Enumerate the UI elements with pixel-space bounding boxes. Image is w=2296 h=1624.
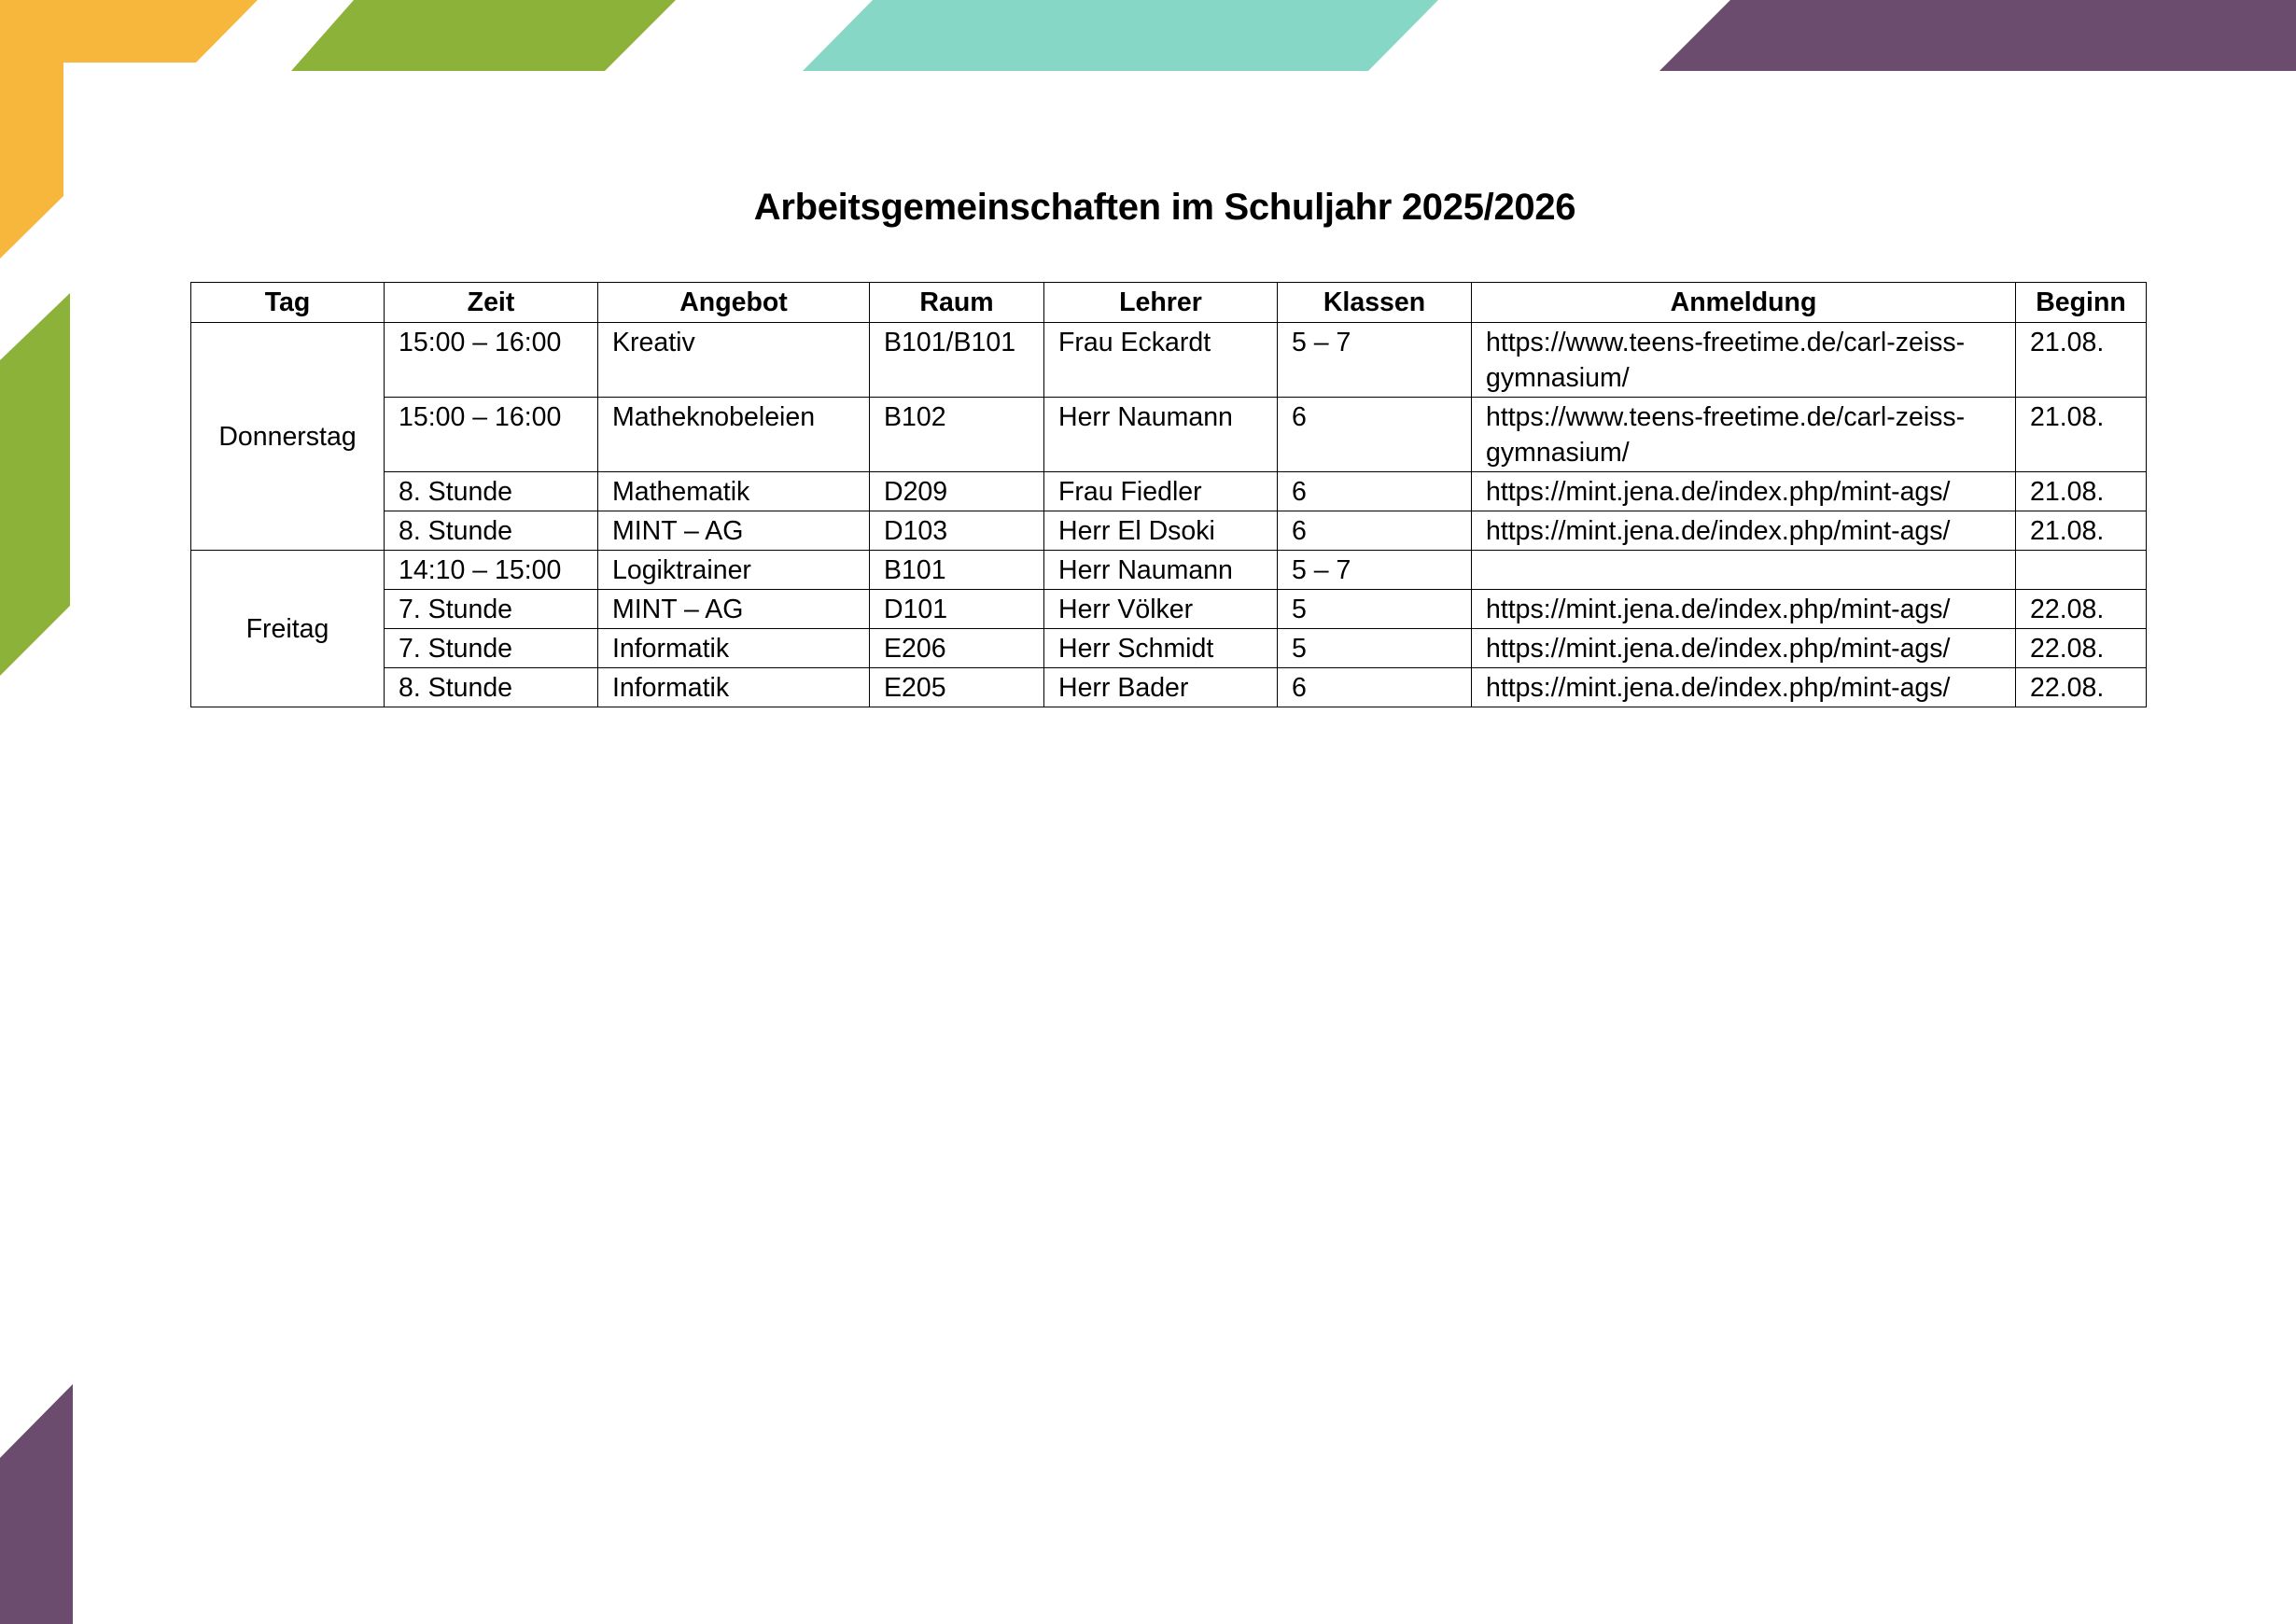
raum-cell: D103	[870, 511, 1044, 551]
zeit-cell: 7. Stunde	[385, 590, 598, 629]
purple-bottom-left-stripe	[0, 1384, 73, 1624]
lehrer-cell: Frau Eckardt	[1044, 323, 1278, 398]
header-lehrer: Lehrer	[1044, 283, 1278, 323]
lehrer-cell: Frau Fiedler	[1044, 472, 1278, 511]
anmeldung-link[interactable]: https://mint.jena.de/index.php/mint-ags/	[1472, 668, 2016, 707]
angebot-cell: Kreativ	[598, 323, 870, 398]
header-zeit: Zeit	[385, 283, 598, 323]
beginn-cell: 21.08.	[2016, 472, 2147, 511]
beginn-cell: 21.08.	[2016, 511, 2147, 551]
angebot-cell: MINT – AG	[598, 590, 870, 629]
header-raum: Raum	[870, 283, 1044, 323]
anmeldung-link[interactable]: https://www.teens-freetime.de/carl-zeiss-gymnasium/	[1472, 323, 2016, 398]
zeit-cell: 8. Stunde	[385, 511, 598, 551]
beginn-cell	[2016, 551, 2147, 590]
anmeldung-link[interactable]: https://mint.jena.de/index.php/mint-ags/	[1472, 472, 2016, 511]
table-row	[191, 472, 2147, 511]
table-row	[191, 668, 2147, 707]
header-beginn: Beginn	[2016, 283, 2147, 323]
teal-top-stripe	[803, 0, 1438, 71]
green-top-stripe	[291, 0, 676, 71]
beginn-cell: 21.08.	[2016, 398, 2147, 472]
angebot-cell: MINT – AG	[598, 511, 870, 551]
lehrer-cell: Herr Naumann	[1044, 398, 1278, 472]
raum-cell: D101	[870, 590, 1044, 629]
lehrer-cell: Herr Schmidt	[1044, 629, 1278, 668]
angebot-cell: Matheknobeleien	[598, 398, 870, 472]
beginn-cell: 21.08.	[2016, 323, 2147, 398]
day-cell-donnerstag: Donnerstag	[191, 323, 385, 551]
lehrer-cell: Herr Naumann	[1044, 551, 1278, 590]
zeit-cell: 15:00 – 16:00	[385, 398, 598, 472]
angebot-cell: Informatik	[598, 668, 870, 707]
beginn-cell: 22.08.	[2016, 590, 2147, 629]
table-row	[191, 511, 2147, 551]
zeit-cell: 14:10 – 15:00	[385, 551, 598, 590]
raum-cell: D209	[870, 472, 1044, 511]
raum-cell: E205	[870, 668, 1044, 707]
angebot-cell: Mathematik	[598, 472, 870, 511]
klassen-cell: 5	[1278, 590, 1472, 629]
anmeldung-link[interactable]: https://mint.jena.de/index.php/mint-ags/	[1472, 629, 2016, 668]
table-row	[191, 551, 2147, 590]
header-tag: Tag	[191, 283, 385, 323]
ag-schedule-table	[190, 282, 2147, 707]
klassen-cell: 6	[1278, 511, 1472, 551]
klassen-cell: 5 – 7	[1278, 551, 1472, 590]
page-title: Arbeitsgemeinschaften im Schuljahr 2025/2026	[753, 187, 1576, 228]
raum-cell: B102	[870, 398, 1044, 472]
beginn-cell: 22.08.	[2016, 629, 2147, 668]
zeit-cell: 8. Stunde	[385, 668, 598, 707]
zeit-cell: 15:00 – 16:00	[385, 323, 598, 398]
green-left-stripe	[0, 293, 70, 676]
anmeldung-cell	[1472, 551, 2016, 590]
klassen-cell: 6	[1278, 398, 1472, 472]
table-row	[191, 323, 2147, 398]
lehrer-cell: Herr Völker	[1044, 590, 1278, 629]
klassen-cell: 5 – 7	[1278, 323, 1472, 398]
lehrer-cell: Herr El Dsoki	[1044, 511, 1278, 551]
klassen-cell: 5	[1278, 629, 1472, 668]
purple-top-stripe	[1659, 0, 2296, 71]
zeit-cell: 7. Stunde	[385, 629, 598, 668]
anmeldung-link[interactable]: https://mint.jena.de/index.php/mint-ags/	[1472, 590, 2016, 629]
header-klassen: Klassen	[1278, 283, 1472, 323]
zeit-cell: 8. Stunde	[385, 472, 598, 511]
angebot-cell: Informatik	[598, 629, 870, 668]
lehrer-cell: Herr Bader	[1044, 668, 1278, 707]
anmeldung-link[interactable]: https://mint.jena.de/index.php/mint-ags/	[1472, 511, 2016, 551]
raum-cell: B101	[870, 551, 1044, 590]
header-angebot: Angebot	[598, 283, 870, 323]
raum-cell: B101/B101	[870, 323, 1044, 398]
table-row	[191, 398, 2147, 472]
header-anmeldung: Anmeldung	[1472, 283, 2016, 323]
klassen-cell: 6	[1278, 472, 1472, 511]
raum-cell: E206	[870, 629, 1044, 668]
beginn-cell: 22.08.	[2016, 668, 2147, 707]
day-cell-freitag: Freitag	[191, 551, 385, 707]
header-row	[191, 283, 2147, 323]
anmeldung-link[interactable]: https://www.teens-freetime.de/carl-zeiss-gymnasium/	[1472, 398, 2016, 472]
angebot-cell: Logiktrainer	[598, 551, 870, 590]
table-row	[191, 629, 2147, 668]
table-row	[191, 590, 2147, 629]
klassen-cell: 6	[1278, 668, 1472, 707]
